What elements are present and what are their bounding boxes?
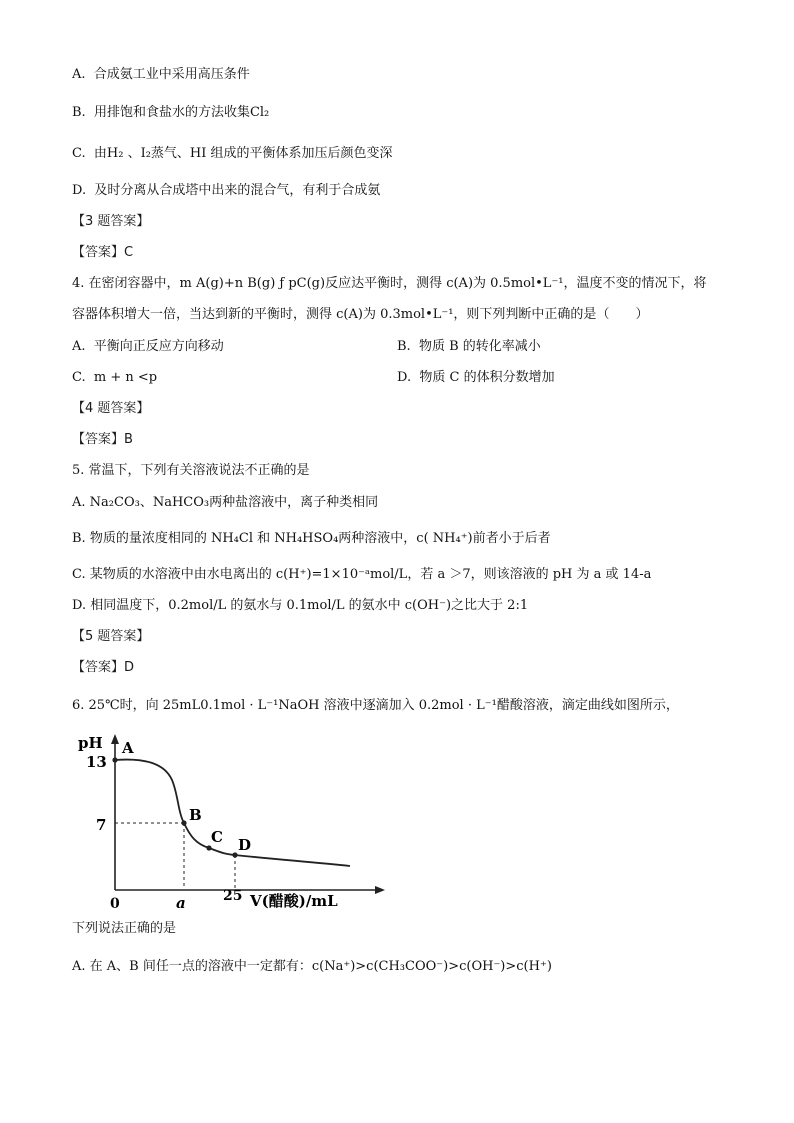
x-tick-0: 0 xyxy=(110,896,120,912)
q5-option-a: A. Na₂CO₃、NaHCO₃两种盐溶液中，离子种类相同 xyxy=(72,495,379,510)
q5-stem: 5. 常温下，下列有关溶液说法不正确的是 xyxy=(72,463,310,478)
point-c-label: C xyxy=(211,828,223,846)
point-c-marker xyxy=(206,845,211,850)
q5-option-d: D. 相同温度下，0.2mol/L 的氨水与 0.1mol/L 的氨水中 c(OH⁻)之比大于 2:1 xyxy=(72,598,529,613)
point-a-label: A xyxy=(122,739,134,757)
y-tick-7: 7 xyxy=(96,816,107,834)
titration-curve-figure xyxy=(72,728,402,913)
q6-prompt: 下列说法正确的是 xyxy=(72,921,177,936)
point-b-label: B xyxy=(189,806,202,824)
q3-option-a: A. 合成氨工业中采用高压条件 xyxy=(72,67,250,82)
q4-option-a: A. 平衡向正反应方向移动 xyxy=(72,339,224,354)
q6-option-a: A. 在 A、B 间任一点的溶液中一定都有：c(Na⁺)>c(CH₃COO⁻)>c(OH⁻)>c(H⁺) xyxy=(72,959,552,974)
q4-stem-line1: 4. 在密闭容器中，m A(g)+n B(g) ƒ pC(g)反应达平衡时，测得 c(A)为 0.5mol•L⁻¹，温度不变的情况下，将 xyxy=(72,276,707,291)
y-tick-13: 13 xyxy=(86,753,107,771)
q5-option-c: C. 某物质的水溶液中由水电离出的 c(H⁺)=1×10⁻ᵃmol/L，若 a ＞7，则该溶液的 pH 为 a 或 14-a xyxy=(72,567,652,582)
point-b-marker xyxy=(181,820,186,825)
titration-curve xyxy=(115,760,350,866)
q4-answer-header: 【4 题答案】 xyxy=(72,401,150,416)
q5-option-b: B. 物质的量浓度相同的 NH₄Cl 和 NH₄HSO₄两种溶液中，c( NH₄⁺)前者小于后者 xyxy=(72,531,551,546)
q3-option-d: D. 及时分离从合成塔中出来的混合气，有利于合成氨 xyxy=(72,183,381,198)
q4-stem-line2: 容器体积增大一倍，当达到新的平衡时，测得 c(A)为 0.3mol•L⁻¹，则下列判断中正确的是（ ） xyxy=(72,307,649,322)
q3-option-c: C. 由H₂ 、I₂蒸气、HI 组成的平衡体系加压后颜色变深 xyxy=(72,146,393,161)
q5-answer-header: 【5 题答案】 xyxy=(72,629,150,644)
q4-option-b: B. 物质 B 的转化率减小 xyxy=(397,339,541,354)
q3-answer-header: 【3 题答案】 xyxy=(72,214,150,229)
q3-option-b: B. 用排饱和食盐水的方法收集Cl₂ xyxy=(72,105,270,120)
x-tick-25: 25 xyxy=(223,888,243,904)
y-axis-arrow xyxy=(111,734,119,744)
q5-answer: 【答案】D xyxy=(72,660,135,675)
q6-stem: 6. 25℃时，向 25mL0.1mol · L⁻¹NaOH 溶液中逐滴加入 0.2mol · L⁻¹醋酸溶液，滴定曲线如图所示， xyxy=(72,698,679,713)
x-axis-label: V(醋酸)/mL xyxy=(250,892,338,910)
q4-option-c: C. m + n <p xyxy=(72,370,158,385)
q3-answer: 【答案】C xyxy=(72,245,134,260)
y-axis-label: pH xyxy=(78,734,103,752)
x-axis-arrow xyxy=(375,886,385,894)
x-tick-a: a xyxy=(176,894,186,912)
point-d-label: D xyxy=(238,836,252,854)
q4-option-d: D. 物质 C 的体积分数增加 xyxy=(397,370,555,385)
point-a-marker xyxy=(112,757,117,762)
point-d-marker xyxy=(232,852,237,857)
q4-answer: 【答案】B xyxy=(72,432,133,447)
